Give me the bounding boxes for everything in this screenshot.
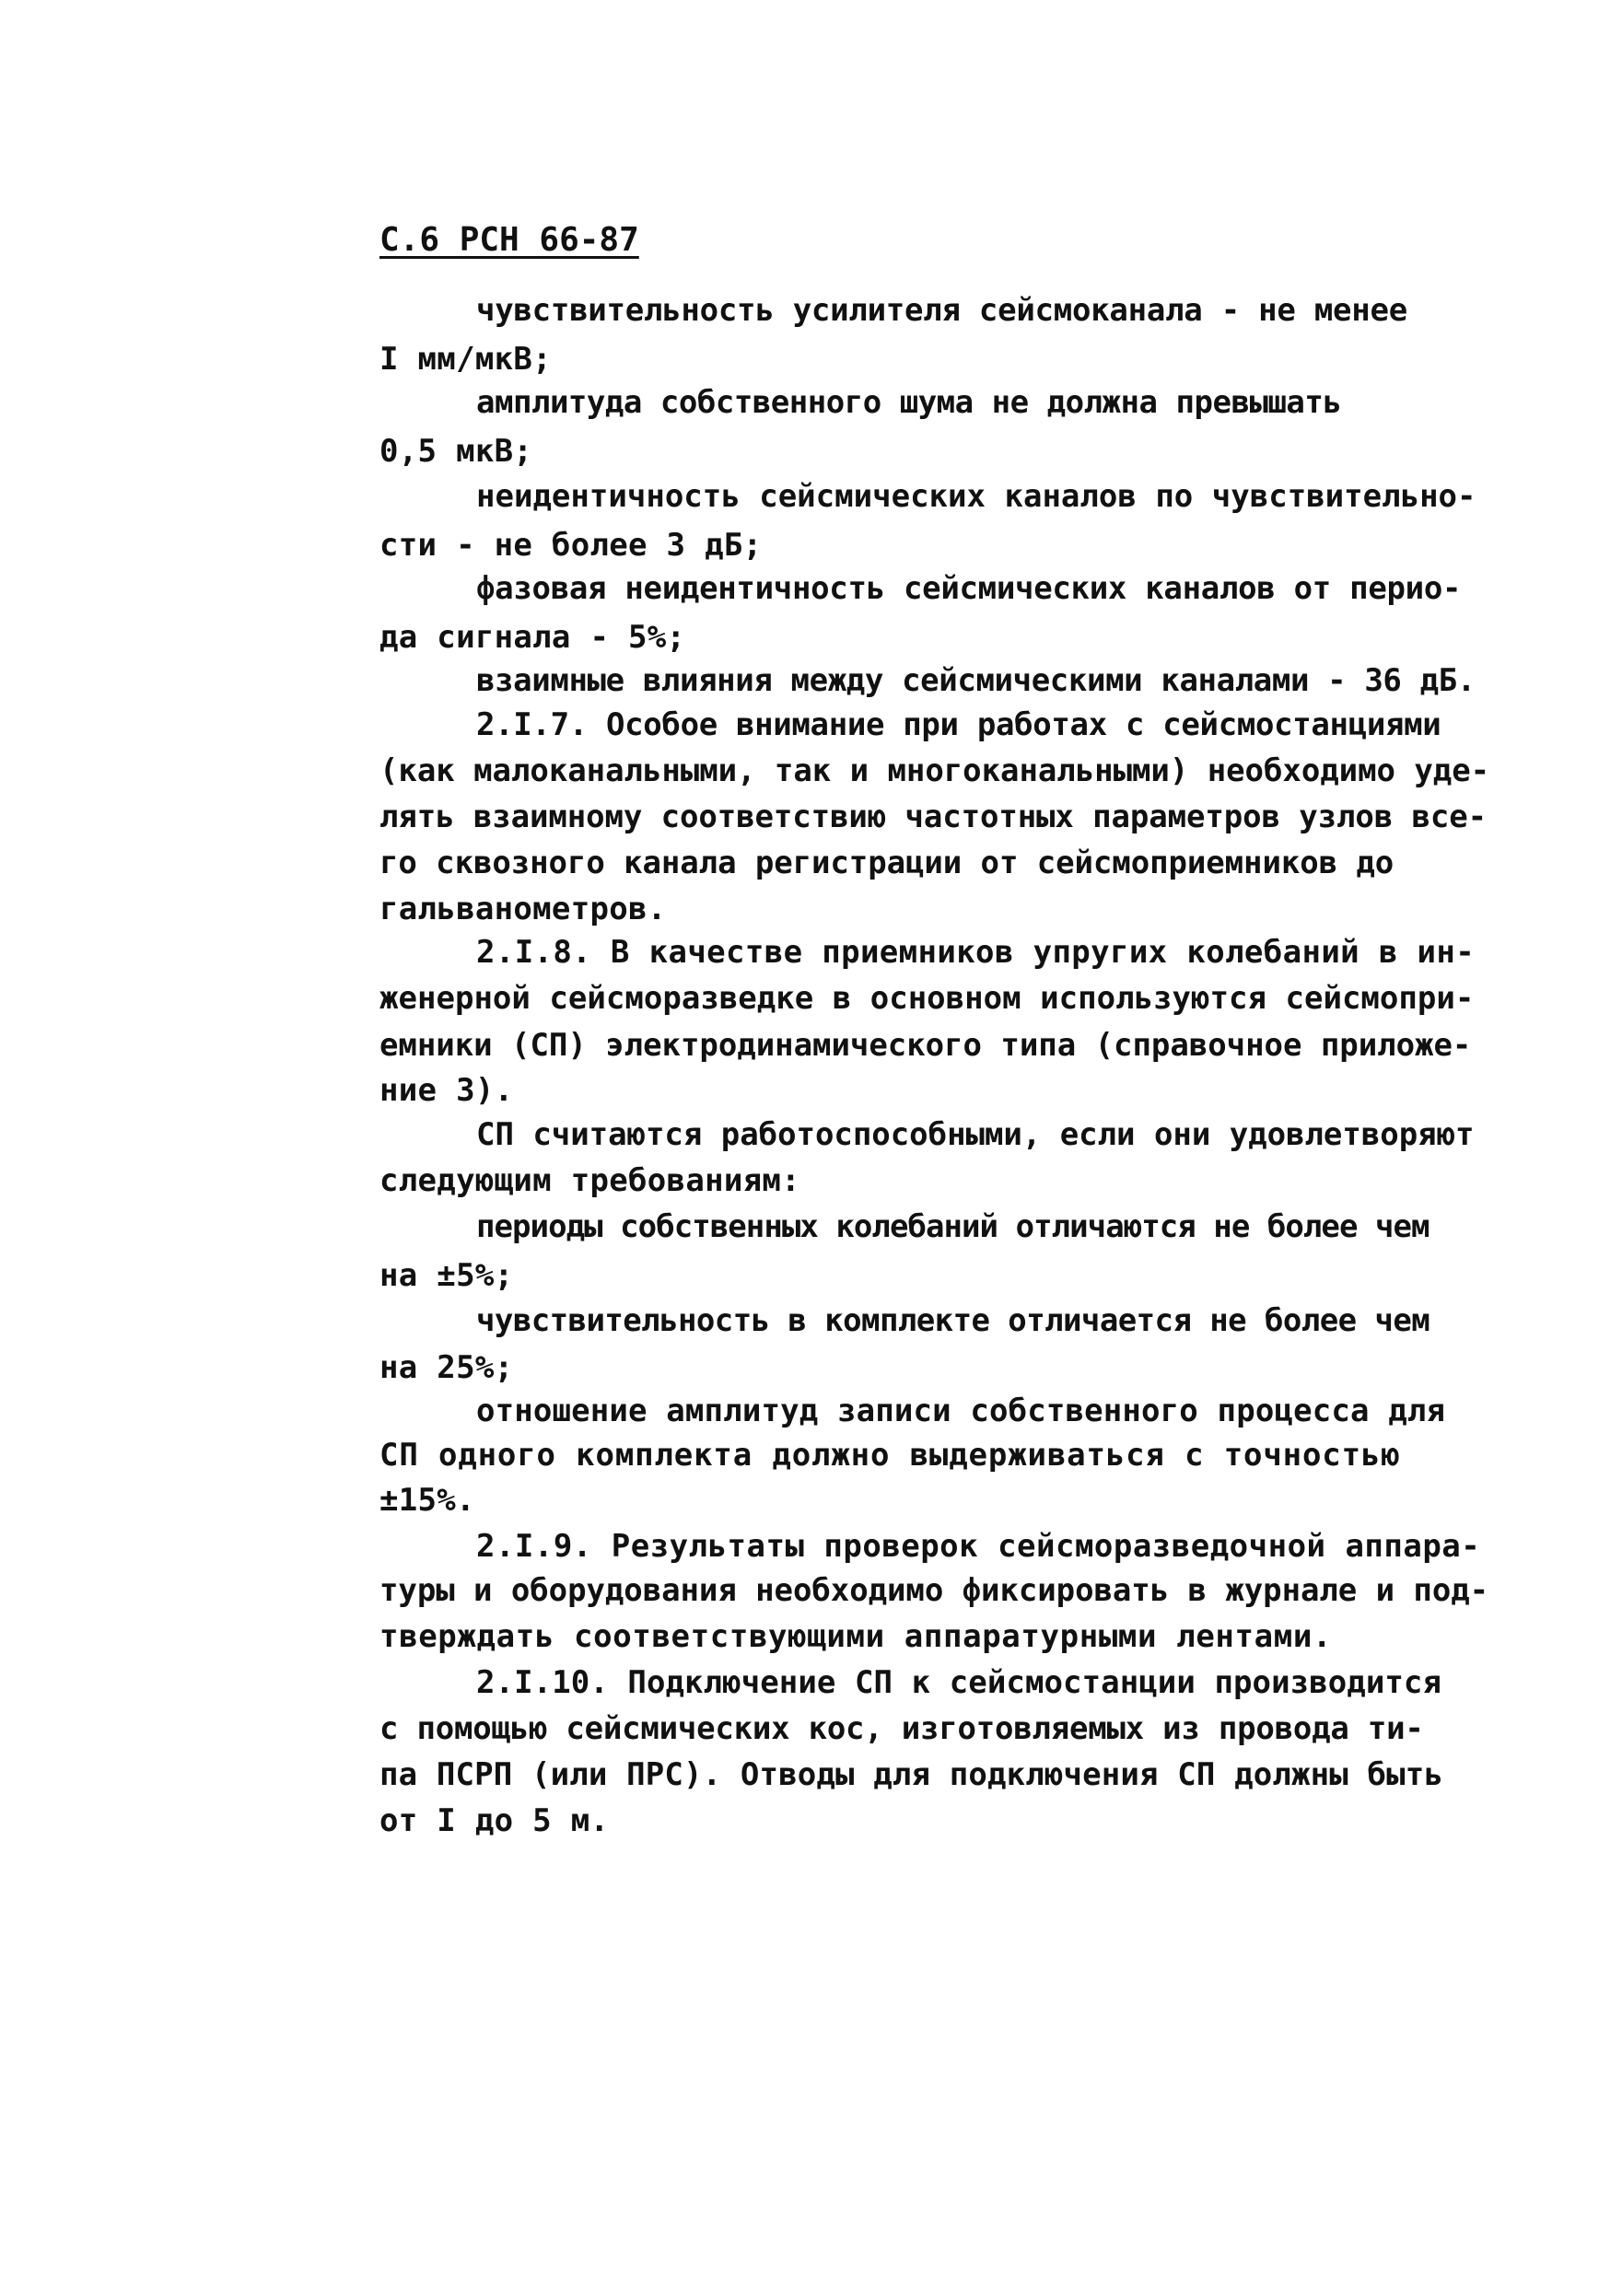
text-line: чувствительность в комплекте отличается не более чем	[476, 1302, 1430, 1339]
text-line: следующим требованиям:	[379, 1162, 800, 1199]
text-line: лять взаимному соответствию частотных параметров узлов все-	[379, 798, 1488, 835]
text-line: чувствительность усилителя сейсмоканала - не менее	[476, 292, 1407, 329]
text-line: 0,5 мкВ;	[379, 433, 533, 470]
text-line: ние 3).	[379, 1072, 514, 1109]
text-line: сти - не более 3 дБ;	[379, 527, 763, 564]
text-line: I мм/мкВ;	[379, 341, 552, 378]
text-line: СП считаются работоспособными, если они удовлетворяют	[476, 1116, 1475, 1153]
text-line: СП одного комплекта должно выдерживаться с точностью	[379, 1437, 1401, 1474]
text-line: неидентичность сейсмических каналов по чувствительно-	[476, 478, 1476, 515]
text-line: 2.I.8. В качестве приемников упругих колебаний в ин-	[476, 934, 1476, 971]
text-line: 2.I.9. Результаты проверок сейсморазведочной аппара-	[476, 1528, 1481, 1565]
text-line: 2.I.7. Особое внимание при работах с сейсмостанциями	[476, 706, 1441, 743]
text-line: с помощью сейсмических кос, изготовляемых из провода ти-	[379, 1710, 1424, 1747]
text-line: гальванометров.	[379, 891, 667, 927]
text-line: тверждать соответствующими аппаратурными лентами.	[379, 1618, 1333, 1655]
text-line: от I до 5 м.	[379, 1802, 610, 1839]
text-line: амплитуда собственного шума не должна превышать	[476, 384, 1342, 421]
text-line: фазовая неидентичность сейсмических каналов от перио-	[476, 570, 1462, 607]
text-line: периоды собственных колебаний отличаются не более чем	[476, 1208, 1429, 1245]
text-line: на ±5%;	[379, 1257, 514, 1294]
text-line: женерной сейсморазведке в основном используются сейсмопри-	[379, 980, 1475, 1017]
text-line: на 25%;	[379, 1349, 514, 1386]
text-line: па ПСРП (или ПРС). Отводы для подключения СП должны быть	[379, 1756, 1443, 1793]
text-line: отношение амплитуд записи собственного процесса для	[476, 1393, 1446, 1429]
text-line: туры и оборудования необходимо фиксировать в журнале и под-	[379, 1572, 1489, 1609]
text-line: (как малоканальными, так и многоканальными) необходимо уде-	[379, 752, 1490, 789]
text-line: ±15%.	[379, 1482, 475, 1519]
text-line: 2.I.10. Подключение СП к сейсмостанции производится	[476, 1664, 1442, 1701]
text-line: взаимные влияния между сейсмическими каналами - 36 дБ.	[476, 662, 1476, 699]
text-line: го сквозного канала регистрации от сейсмоприемников до	[379, 845, 1394, 881]
text-line: емники (СП) электродинамического типа (справочное приложе-	[379, 1027, 1472, 1064]
text-line: да сигнала - 5%;	[379, 619, 686, 656]
page-header: С.6 РСН 66-87	[379, 221, 639, 259]
